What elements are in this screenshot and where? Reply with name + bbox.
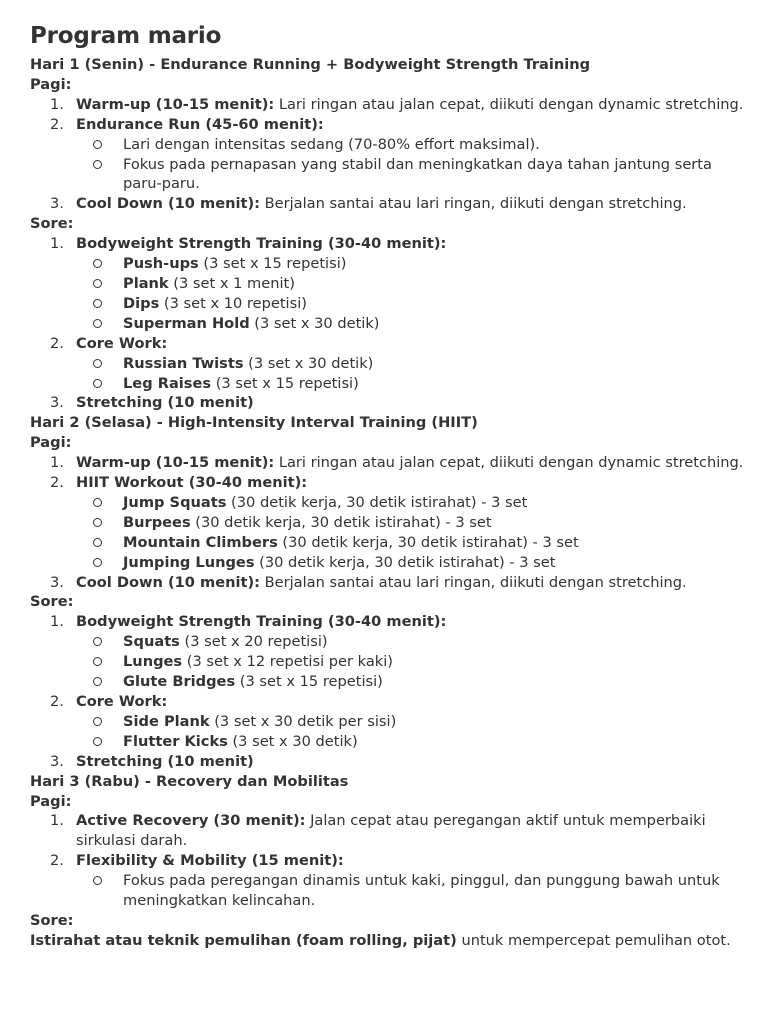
sub-item-text: (3 set x 15 repetisi): [198, 255, 347, 273]
footer-text: untuk mempercepat pemulihan otot.: [456, 931, 731, 949]
circle-bullet-icon: [93, 717, 102, 726]
sub-list-item: [30, 871, 750, 911]
sub-item-bold: Superman Hold: [123, 314, 250, 332]
sub-item-text: (3 set x 15 repetisi): [235, 673, 383, 691]
day-heading: Hari 1 (Senin) - Endurance Running + Bodyweight Strength Training: [30, 56, 591, 73]
list-item: [30, 453, 750, 473]
sub-list-item: [30, 632, 750, 652]
sub-list-item: [30, 294, 750, 314]
list-item: [30, 612, 750, 632]
sub-item-bold: Burpees: [123, 513, 191, 531]
day-section: [30, 772, 750, 931]
sub-item-bold: Russian Twists: [123, 354, 244, 372]
sub-item-bold: Jump Squats: [123, 493, 227, 511]
list-item: [30, 334, 750, 354]
list-item-bold: Stretching (10 menit): [76, 394, 254, 412]
sub-item-text: (30 detik kerja, 30 detik istirahat) - 3 set: [254, 553, 556, 571]
list-number: 2.: [50, 852, 64, 870]
list-number: 1.: [50, 235, 64, 253]
list-item-bold: Core Work:: [76, 693, 168, 710]
sub-item-text: (30 detik kerja, 30 detik istirahat) - 3 set: [226, 493, 528, 511]
list-item: [30, 752, 750, 772]
sub-item-text: (3 set x 10 repetisi): [159, 294, 307, 312]
day-heading: Hari 2 (Selasa) - High-Intensity Interval Training (HIIT): [30, 414, 478, 432]
list-item: [30, 234, 750, 254]
period-label: Sore:: [30, 911, 74, 929]
sub-list-item: [30, 533, 750, 553]
sub-item-text: (30 detik kerja, 30 detik istirahat) - 3 set: [277, 533, 579, 551]
circle-bullet-icon: [93, 737, 102, 746]
list-number: 1.: [50, 812, 64, 830]
circle-bullet-icon: [93, 657, 102, 666]
list-item-bold: Flexibility & Mobility (15 menit):: [76, 852, 344, 870]
sub-item-text: (3 set x 30 detik): [249, 314, 380, 332]
period-label: Sore:: [30, 215, 74, 233]
list-number: 2.: [50, 334, 64, 352]
day-section: [30, 413, 750, 771]
sub-list-item: [30, 712, 750, 732]
footer-bold: Istirahat atau teknik pemulihan (foam rolling, pijat): [30, 931, 457, 949]
sub-item-bold: Glute Bridges: [123, 673, 236, 691]
sub-list-item: [30, 553, 750, 573]
circle-bullet-icon: [93, 558, 102, 567]
list-item-bold: Stretching (10 menit): [76, 752, 254, 770]
document-title: Program mario: [30, 23, 222, 49]
circle-bullet-icon: [93, 379, 102, 388]
sub-item-bold: Mountain Climbers: [123, 533, 278, 551]
list-item-bold: Warm-up (10-15 menit):: [76, 95, 275, 113]
list-number: 1.: [50, 454, 64, 472]
list-item-bold: Warm-up (10-15 menit):: [76, 454, 275, 472]
sub-list-item: [30, 374, 750, 394]
list-item-bold: Core Work:: [76, 334, 168, 352]
sub-item-bold: Flutter Kicks: [123, 732, 228, 750]
list-item-bold: Endurance Run (45-60 menit):: [76, 115, 324, 133]
sub-list-item: [30, 513, 750, 533]
sub-list-item: [30, 672, 750, 692]
sub-list-item: [30, 274, 750, 294]
circle-bullet-icon: [93, 259, 102, 268]
sub-item-bold: Squats: [123, 633, 180, 651]
period-label: Pagi:: [30, 792, 72, 810]
period-label: Sore:: [30, 593, 74, 611]
list-number: 3.: [50, 394, 64, 412]
list-item-bold: Active Recovery (30 menit):: [76, 812, 306, 830]
sub-item-bold: Lunges: [123, 653, 183, 671]
sub-item-text: (30 detik kerja, 30 detik istirahat) - 3 set: [190, 513, 492, 531]
sub-item-text: (3 set x 20 repetisi): [179, 633, 328, 651]
circle-bullet-icon: [93, 319, 102, 328]
sub-item-text: (3 set x 15 repetisi): [211, 374, 359, 392]
list-item: [30, 194, 750, 214]
sub-list-item: [30, 354, 750, 374]
circle-bullet-icon: [93, 876, 102, 885]
list-number: 2.: [50, 115, 64, 133]
sub-item-text: Lari dengan intensitas sedang (70-80% effort maksimal).: [123, 135, 540, 153]
circle-bullet-icon: [93, 538, 102, 547]
period-label: Pagi:: [30, 434, 72, 452]
list-item-bold: Bodyweight Strength Training (30-40 menit):: [76, 613, 447, 631]
document: [30, 20, 750, 951]
list-item-text: Jalan cepat atau peregangan aktif untuk memperbaiki sirkulasi darah.: [76, 812, 706, 850]
list-number: 1.: [50, 613, 64, 631]
sub-item-text: Fokus pada peregangan dinamis untuk kaki, pinggul, dan punggung bawah untuk meningkatkan kelincahan.: [123, 872, 720, 910]
circle-bullet-icon: [93, 677, 102, 686]
list-number: 3.: [50, 195, 64, 213]
list-item: [30, 95, 750, 115]
list-number: 3.: [50, 752, 64, 770]
circle-bullet-icon: [93, 637, 102, 646]
list-number: 1.: [50, 95, 64, 113]
sub-list-item: [30, 155, 750, 195]
list-item-text: Lari ringan atau jalan cepat, diikuti dengan dynamic stretching.: [274, 95, 744, 113]
list-item: [30, 811, 750, 851]
list-item-text: Berjalan santai atau lari ringan, diikuti dengan stretching.: [259, 195, 687, 213]
sub-list-item: [30, 493, 750, 513]
footer-line: [30, 931, 750, 951]
sub-item-text: (3 set x 30 detik): [227, 732, 358, 750]
sub-item-bold: Plank: [123, 274, 169, 292]
sub-item-text: (3 set x 30 detik per sisi): [209, 712, 397, 730]
sub-item-bold: Leg Raises: [123, 374, 212, 392]
list-item-bold: Cool Down (10 menit):: [76, 195, 260, 213]
sub-item-text: Fokus pada pernapasan yang stabil dan meningkatkan daya tahan jantung serta paru-paru.: [123, 155, 712, 193]
list-item: [30, 473, 750, 493]
sub-item-bold: Side Plank: [123, 712, 210, 730]
circle-bullet-icon: [93, 160, 102, 169]
circle-bullet-icon: [93, 140, 102, 149]
sub-list-item: [30, 652, 750, 672]
sub-item-text: (3 set x 12 repetisi per kaki): [182, 653, 393, 671]
circle-bullet-icon: [93, 498, 102, 507]
circle-bullet-icon: [93, 279, 102, 288]
period-label: Pagi:: [30, 75, 72, 93]
sub-item-text: (3 set x 30 detik): [243, 354, 374, 372]
list-item: [30, 115, 750, 135]
day-heading: Hari 3 (Rabu) - Recovery dan Mobilitas: [30, 772, 349, 790]
list-number: 2.: [50, 693, 64, 710]
sub-list-item: [30, 314, 750, 334]
list-item-text: Berjalan santai atau lari ringan, diikuti dengan stretching.: [259, 573, 687, 591]
sub-item-bold: Dips: [123, 294, 160, 312]
days-container: [30, 55, 750, 931]
list-number: 2.: [50, 474, 64, 492]
list-item-bold: Bodyweight Strength Training (30-40 menit):: [76, 235, 447, 253]
list-item: [30, 393, 750, 413]
sub-item-text: (3 set x 1 menit): [168, 274, 295, 292]
list-number: 3.: [50, 573, 64, 591]
sub-list-item: [30, 135, 750, 155]
sub-item-bold: Push-ups: [123, 255, 199, 273]
circle-bullet-icon: [93, 299, 102, 308]
sub-list-item: [30, 732, 750, 752]
list-item-bold: HIIT Workout (30-40 menit):: [76, 474, 308, 492]
list-item-text: Lari ringan atau jalan cepat, diikuti dengan dynamic stretching.: [274, 454, 744, 472]
circle-bullet-icon: [93, 518, 102, 527]
list-item: [30, 692, 750, 712]
sub-item-bold: Jumping Lunges: [123, 553, 255, 571]
day-section: [30, 55, 750, 413]
list-item: [30, 573, 750, 593]
list-item-bold: Cool Down (10 menit):: [76, 573, 260, 591]
circle-bullet-icon: [93, 359, 102, 368]
list-item: [30, 851, 750, 871]
sub-list-item: [30, 254, 750, 274]
